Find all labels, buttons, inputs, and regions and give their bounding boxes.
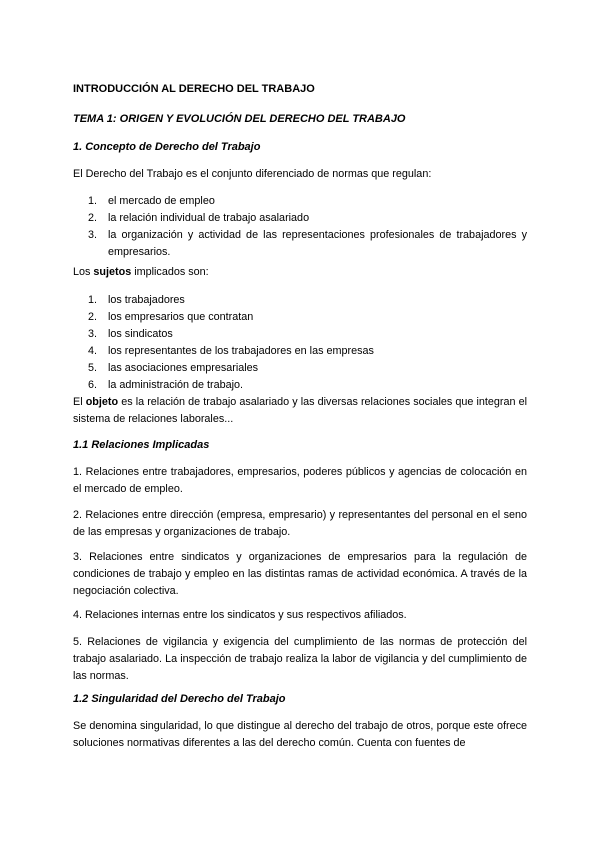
section-1-intro: El Derecho del Trabajo es el conjunto diferenciado de normas que regulan: [73, 168, 432, 180]
objeto-bold: objeto [85, 396, 119, 408]
list-text: los representantes de los trabajadores en las empresas [108, 345, 374, 357]
list-item [73, 326, 527, 343]
relacion-paragraph-1: 1. Relaciones entre trabajadores, empresarios, poderes públicos y agencias de colocación en el mercado de empleo. [73, 466, 527, 495]
objeto-pre: El [73, 396, 86, 408]
relacion-paragraph-3: 3. Relaciones entre sindicatos y organizaciones de empresarios para la regulación de condiciones de trabajo y empleo en las distintas ramas de actividad económica. A través de la negociación colectiva. [73, 551, 527, 597]
list-text: los empresarios que contratan [108, 311, 254, 323]
list-number: 4. [88, 345, 98, 357]
list-item [73, 193, 527, 210]
list-item [73, 343, 527, 360]
list-item [73, 292, 527, 309]
regulan-list [73, 193, 527, 261]
objeto-paragraph [73, 394, 527, 428]
list-text: la relación individual de trabajo asalariado [108, 212, 310, 224]
list-number: 3. [88, 229, 98, 241]
section-1-heading: 1. Concepto de Derecho del Trabajo [73, 141, 261, 153]
list-item [73, 227, 527, 261]
list-text: los sindicatos [108, 328, 173, 340]
list-item [73, 377, 527, 394]
list-item [73, 360, 527, 377]
list-number: 5. [88, 362, 98, 374]
list-text: el mercado de empleo [108, 195, 215, 207]
list-number: 2. [88, 212, 98, 224]
list-text: los trabajadores [108, 294, 185, 306]
list-number: 1. [88, 294, 98, 306]
list-number: 2. [88, 311, 98, 323]
sujetos-pre: Los [73, 266, 94, 278]
tema-heading: TEMA 1: ORIGEN Y EVOLUCIÓN DEL DERECHO DEL TRABAJO [73, 113, 406, 125]
list-number: 6. [88, 379, 98, 391]
list-text: las asociaciones empresariales [108, 362, 259, 374]
sujetos-intro [73, 264, 527, 281]
section-1-2-heading: 1.2 Singularidad del Derecho del Trabajo [73, 693, 286, 705]
list-item [73, 210, 527, 227]
list-text: la organización y actividad de las representaciones profesionales de trabajadores y empresarios. [108, 229, 527, 258]
relacion-paragraph-5: 5. Relaciones de vigilancia y exigencia del cumplimiento de las normas de protección del trabajo asalariado. La inspección de trabajo realiza la labor de vigilancia y del cumplimiento de las normas. [73, 636, 527, 682]
relacion-paragraph-2: 2. Relaciones entre dirección (empresa, empresario) y representantes del personal en el seno de las empresas y organizaciones de trabajo. [73, 509, 527, 538]
section-1-1-heading: 1.1 Relaciones Implicadas [73, 439, 210, 451]
sujetos-list [73, 292, 527, 394]
sujetos-post: implicados son: [131, 266, 209, 278]
list-item [73, 309, 527, 326]
list-text: la administración de trabajo. [108, 379, 244, 391]
sujetos-bold: sujetos [93, 266, 132, 278]
list-number: 1. [88, 195, 98, 207]
relacion-paragraph-4: 4. Relaciones internas entre los sindicatos y sus respectivos afiliados. [73, 609, 407, 621]
objeto-post: es la relación de trabajo asalariado y las diversas relaciones sociales que integran el sistema de relaciones laborales... [73, 396, 527, 425]
list-number: 3. [88, 328, 98, 340]
document-title: INTRODUCCIÓN AL DERECHO DEL TRABAJO [73, 83, 315, 95]
singularidad-paragraph: Se denomina singularidad, lo que distingue al derecho del trabajo de otros, porque este ofrece soluciones normativas diferentes a las del derecho común. Cuenta con fuentes de [73, 720, 527, 749]
